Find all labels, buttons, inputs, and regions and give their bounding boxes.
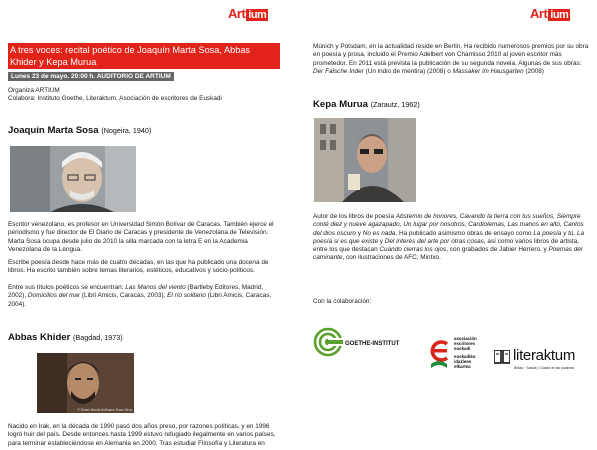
literaktum-wordmark: literaktum	[513, 347, 576, 364]
text-span: y	[355, 229, 363, 237]
author-photo-2	[37, 353, 134, 413]
author-meta: (Nogeira, 1940)	[101, 126, 152, 135]
assoc-text	[454, 336, 477, 369]
bio-2-paragraph: Nacido en Irak, en la década de 1990 pasó dos años preso, por razones políticas, y en 1996 logró huir del país. Desde entonces hasta 1999 estuvo refugiado ilegalmente en varios países, para terminar estableciéndose en Alemania en 2000. Tras estudiar Filosofía y Literatura en	[8, 423, 276, 447]
book-title: La poesía y tú, La poesía si es que existe	[313, 229, 585, 245]
text-span: y	[378, 237, 385, 245]
author-heading-2	[8, 332, 123, 343]
text-span: (Libri Amicis, Caracas, 2004).	[8, 292, 272, 308]
book-title: Massaker im Hausgarten	[452, 67, 524, 75]
author-meta: (Bagdad, 1973)	[73, 333, 123, 342]
text-span: (Un indio de mentira) (2008) o	[363, 67, 453, 75]
author-meta: (Zarautz, 1962)	[370, 100, 420, 109]
logo-part2: ium	[248, 9, 267, 21]
bio-1-paragraph-3	[8, 284, 276, 309]
logo-part1: Art	[228, 6, 246, 21]
book-title: Cuando cierras los ojos	[379, 246, 447, 254]
assoc-line: elkartea	[454, 364, 471, 369]
event-dateline: Lunes 23 de mayo. 20:00 h. AUDITORIO DE ARTIUM	[8, 72, 174, 81]
text-span: (2008)	[523, 67, 544, 75]
bio-1-paragraph-1: Escritor venezolano, es profesor en Universidad Simón Bolívar de Caracas. También ejerce el periodismo y fue director de El Diario de Caracas y presidente de Venezolana de Televisión. Marta Sosa ocupa desde julio de 2010 la silla marcada con la letra E en la Academia Venezolana de la Lengua.	[8, 221, 274, 253]
photo-credit: © Robert Brenik Hoffmann Rows Stroy	[77, 408, 132, 412]
book-title: Domicilios del mar	[27, 292, 81, 300]
text-span: Múnich y Potsdam, en la actualidad reside en Berlín. Ha recibido numerosos premios por su obra en poesía y prosa, incluido el Premio Adelbert von Chamisso 2010 al joven escritor más prometedor. En 2011 está prevista la publicación de su segunda novela. Algunas de sus obras:	[313, 43, 589, 67]
bio-2-continuation	[313, 43, 589, 76]
goethe-label: GOETHE-INSTITUT	[345, 341, 400, 347]
book-title: Abstemio de honores, Cavando la tierra con tus sueños, Siempre conté diez y nueve agazapado, Un lugar por nosotros, Cardiolemas, Las manos en alto, Cantos del dios oscuro	[313, 213, 584, 237]
book-title: Der Falsche Inder	[313, 67, 364, 75]
event-title: A tres voces: recital poético de Joaquín Marta Sosa, Abbas Khider y Kepa Murua	[8, 43, 280, 69]
book-title: Poemas del caminante	[313, 246, 583, 262]
bio-1-paragraph-2: Escribe poesía desde hace más de cuatro décadas, en las que ha publicado una docena de libros. Ha escrito también sobre temas literarios, estéticos, educativos y socio-políticos.	[8, 259, 269, 275]
logo-part2: ium	[550, 9, 569, 21]
text-span: Entre sus títulos poéticos se encuentran:	[8, 284, 126, 291]
book-title: Del interés del arte por otras cosas	[384, 237, 484, 245]
text-span: , así como varios libros de artista, entre los que destacan	[313, 237, 580, 254]
assoc-line: asociación	[454, 336, 477, 341]
literaktum-subtitle: Bilbao · Sasiak | Ciudad de las palabras	[514, 366, 575, 370]
asociacion-escritores-logo	[427, 334, 491, 376]
literaktum-logo	[494, 349, 594, 375]
assoc-line: euskadiko	[454, 354, 476, 359]
author-heading-1	[8, 125, 151, 136]
collaboration-label: Con la colaboración:	[313, 298, 372, 305]
book-icon	[494, 350, 510, 364]
assoc-line: euskadi	[454, 346, 471, 351]
goethe-institut-logo	[313, 327, 403, 357]
text-span: (Libri Amicis, Caracas, 2003),	[80, 292, 168, 300]
text-span: (Bartleby Editores, Madrid, 2002),	[8, 284, 264, 300]
logo-part1: Art	[530, 6, 548, 21]
book-title: Las Manos del viento	[125, 284, 186, 291]
text-span: Autor de los libros de poesía	[313, 213, 396, 220]
assoc-e-icon	[427, 334, 451, 372]
organiza-text: Organiza ARTIUM	[8, 87, 60, 94]
author-photo-1	[10, 146, 136, 212]
author-heading-3	[313, 99, 420, 110]
book-title: El río solitario	[167, 292, 206, 300]
bio-3-runs	[313, 213, 584, 261]
text-span: . Ha publicado asimismo obras de ensayo como	[395, 229, 534, 237]
author-name: Abbas Khider	[8, 332, 71, 343]
artium-logo	[228, 6, 268, 21]
assoc-line: idazleen	[454, 359, 472, 364]
text-span: , con ilustraciones de AFC, Mintxo.	[342, 254, 441, 262]
bio-3-paragraph	[313, 213, 589, 263]
author-name: Kepa Murua	[313, 99, 368, 110]
author-name: Joaquín Marta Sosa	[8, 125, 99, 136]
colabora-text: Colabora: Instituto Goethe, Literaktum, Asociación de escritores de Euskadi	[8, 95, 222, 102]
text-span: , con grabados de Jabier Herrero, y	[446, 246, 549, 254]
artium-logo-right	[530, 6, 570, 21]
assoc-line: escritores	[454, 341, 475, 346]
book-title: No es nada	[362, 229, 396, 237]
author-photo-3	[314, 118, 416, 202]
goethe-spiral-icon	[313, 327, 343, 357]
